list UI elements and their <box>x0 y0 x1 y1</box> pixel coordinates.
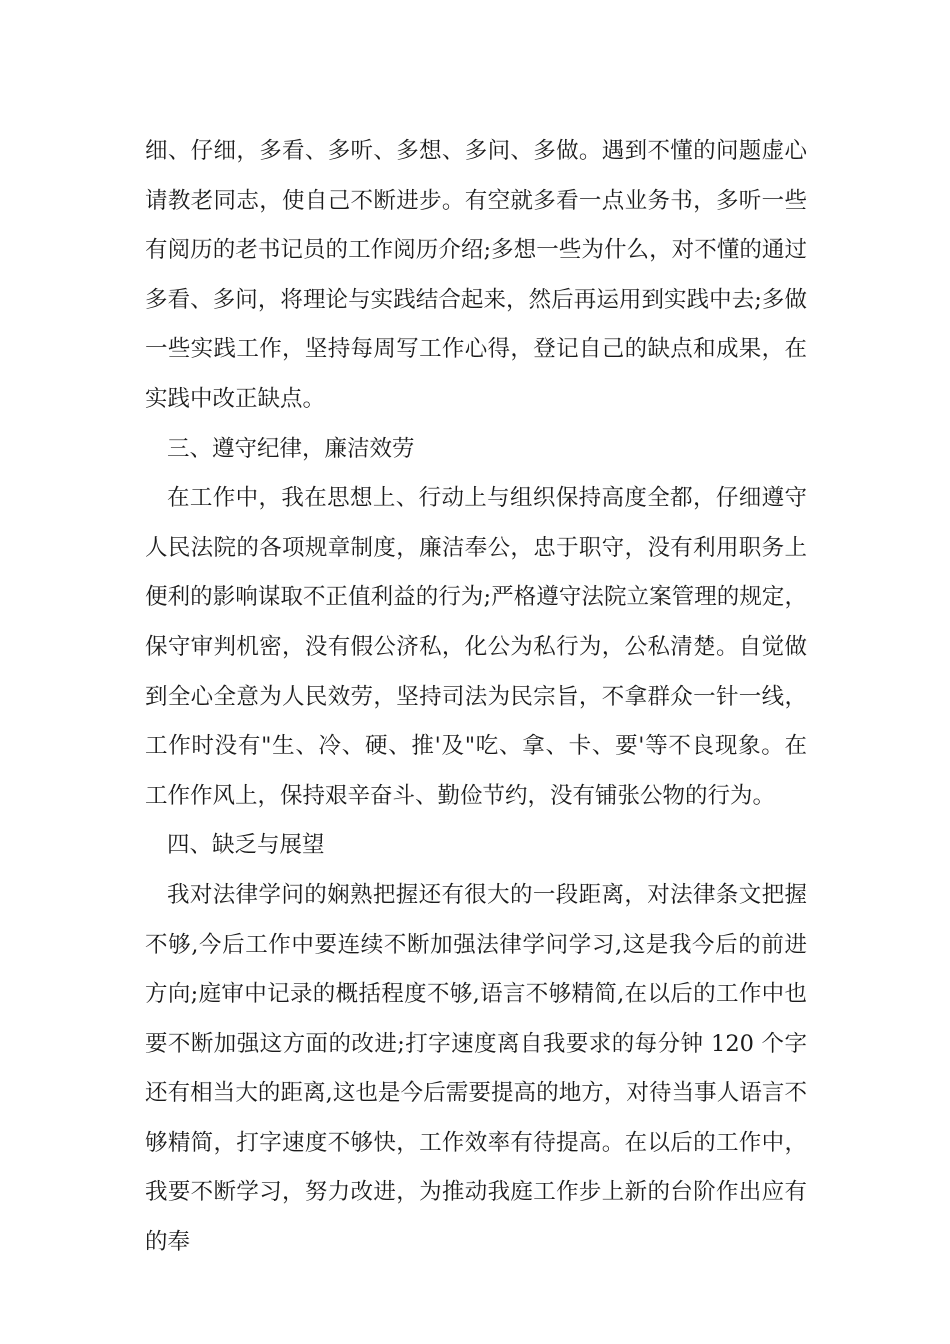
document-body <box>145 127 807 1268</box>
paragraph-discipline: 在工作中，我在思想上、行动上与组织保持高度全都，仔细遵守人民法院的各项规章制度，廉洁奉公，忠于职守，没有利用职务上便利的影响谋取不正值利益的行为;严格遵守法院立案管理的规定，保守审判机密，没有假公济私，化公为私行为，公私清楚。自觉做到全心全意为人民效劳，坚持司法为民宗旨，不拿群众一针一线，工作时没有"生、冷、硬、推'及"吃、拿、卡、要'等不良现象。在工作作风上，保持艰辛奋斗、勤俭节约，没有铺张公物的行为。 <box>145 485 807 809</box>
paragraph-outlook: 我对法律学问的娴熟把握还有很大的一段距离，对法律条文把握不够,今后工作中要连续不断加强法律学问学习,这是我今后的前进方向;庭审中记录的概括程度不够,语言不够精简,在以后的工作中也要不断加强这方面的改进;打字速度离自我要求的每分钟 120 个字还有相当大的距离,这也是今后需要提高的地方，对待当事人语言不够精简，打字速度不够快，工作效率有待提高。在以后的工作中，我要不断学习，努力改进，为推动我庭工作步上新的台阶作出应有的奉 <box>145 881 807 1256</box>
section-heading-outlook: 四、缺乏与展望 <box>167 832 325 859</box>
paragraph-study-practice: 细、仔细，多看、多听、多想、多问、多做。遇到不懂的问题虚心请教老同志，使自己不断进步。有空就多看一点业务书，多听一些有阅历的老书记员的工作阅历介绍;多想一些为什么，对不懂的通过多看、多问，将理论与实践结合起来，然后再运用到实践中去;多做一些实践工作，坚持每周写工作心得，登记自己的缺点和成果，在实践中改正缺点。 <box>145 138 807 412</box>
section-heading-discipline: 三、遵守纪律，廉洁效劳 <box>167 435 415 462</box>
